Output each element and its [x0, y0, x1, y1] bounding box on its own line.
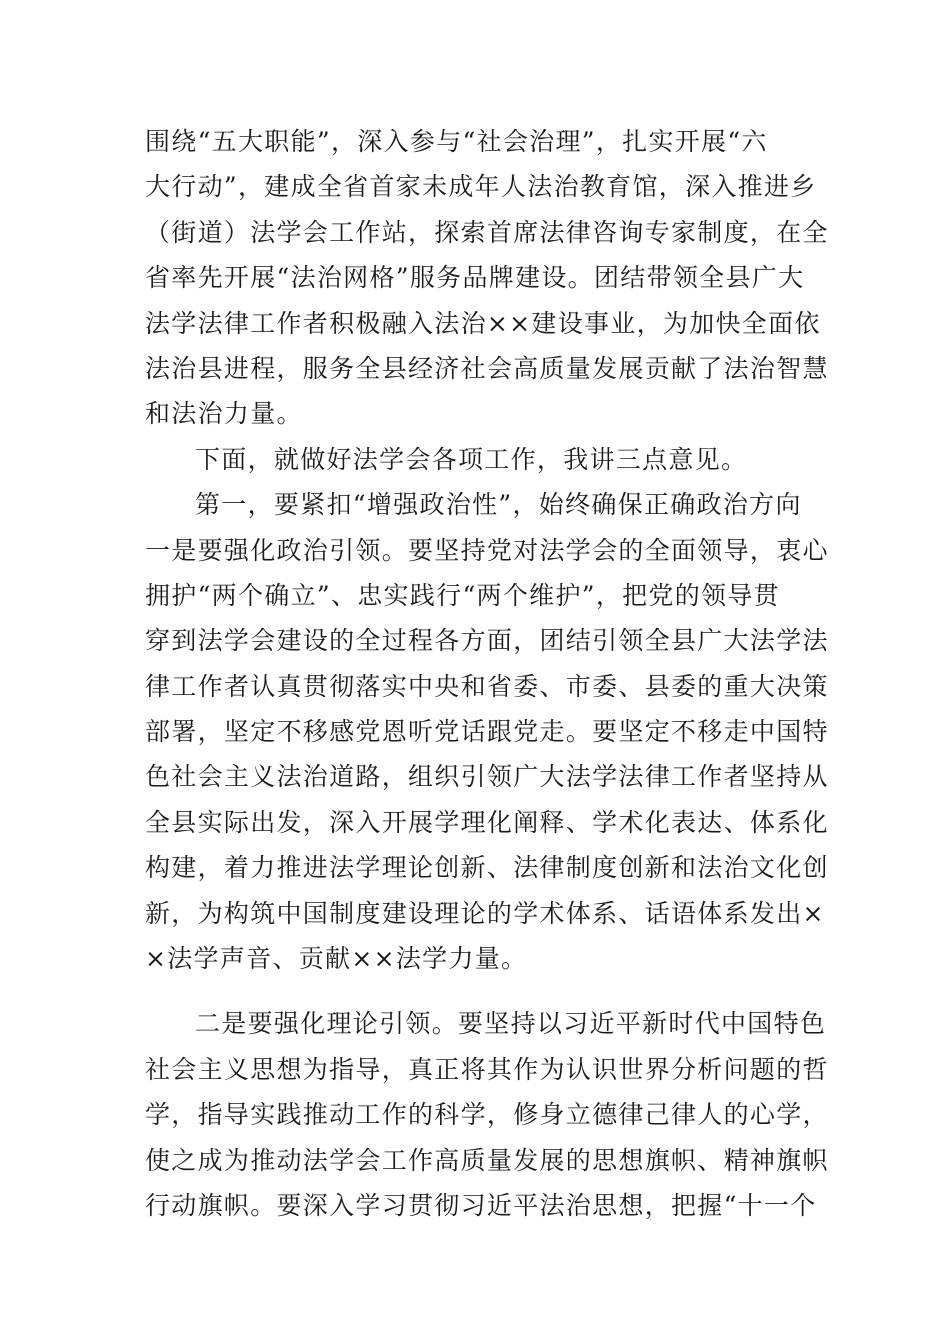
- paragraph-1-line: （街道）法学会工作站，探索首席法律咨询专家制度，在全: [145, 217, 829, 247]
- paragraph-1-line: 省率先开展“法治网格”服务品牌建设。团结带领全县广大: [145, 263, 805, 293]
- paragraph-3-line: 一是要强化政治引领。要坚持党对法学会的全面领导，衷心: [145, 535, 829, 565]
- paragraph-3-line: 全县实际出发，深入开展学理化阐释、学术化表达、体系化: [145, 807, 829, 837]
- paragraph-2: [145, 437, 815, 482]
- paragraph-4-line: 二是要强化理论引领。要坚持以习近平新时代中国特色: [195, 1009, 827, 1039]
- paragraph-3-line: 部署，坚定不移感党恩听党话跟党走。要坚定不移走中国特: [145, 717, 829, 747]
- paragraph-1-line: 法治县进程，服务全县经济社会高质量发展贡献了法治智慧: [145, 353, 829, 383]
- paragraph-1-line: 大行动”，建成全省首家未成年人法治教育馆，深入推进乡: [145, 172, 817, 202]
- paragraph-4-line: 使之成为推动法学会工作高质量发展的思想旗帜、精神旗帜: [145, 1145, 829, 1175]
- paragraph-3-line: 穿到法学会建设的全过程各方面，团结引领全县广大法学法: [145, 626, 829, 656]
- paragraph-3-line: 律工作者认真贯彻落实中央和省委、市委、县委的重大决策: [145, 671, 829, 701]
- paragraph-spacer: [145, 981, 815, 1001]
- paragraph-3-line: 色社会主义法治道路，组织引领广大法学法律工作者坚持从: [145, 762, 829, 792]
- paragraph-1-line: 法学法律工作者积极融入法治××建设事业，为加快全面依: [145, 308, 821, 338]
- paragraph-3-line: 新，为构筑中国制度建设理论的学术体系、话语体系发出×: [145, 898, 825, 928]
- paragraph-1-line: 和法治力量。: [145, 399, 303, 429]
- paragraph-4: [145, 1001, 829, 1228]
- paragraph-3: [145, 482, 829, 981]
- paragraph-4-line: 社会主义思想为指导，真正将其作为认识世界分析问题的哲: [145, 1054, 829, 1084]
- paragraph-3-line: 拥护“两个确立”、忠实践行“两个维护”，把党的领导贯: [145, 580, 780, 610]
- paragraph-4-line: 学，指导实践推动工作的科学，修身立德律己律人的心学，: [145, 1100, 829, 1130]
- paragraph-1-line: 围绕“五大职能”，深入参与“社会治理”，扎实开展“六: [145, 127, 768, 156]
- paragraph-2-line: 下面，就做好法学会各项工作，我讲三点意见。: [195, 444, 748, 474]
- document-body: [145, 119, 829, 1228]
- paragraph-3-line: 构建，着力推进法学理论创新、法律制度创新和法治文化创: [145, 853, 829, 883]
- paragraph-4-line: 行动旗帜。要深入学习贯彻习近平法治思想，把握“十一个: [145, 1190, 817, 1220]
- paragraph-1: [145, 119, 829, 437]
- paragraph-3-heading-line: 第一，要紧扣“增强政治性”，始终确保正确政治方向: [195, 490, 802, 520]
- paragraph-3-line: ×法学声音、贡献××法学力量。: [145, 944, 528, 974]
